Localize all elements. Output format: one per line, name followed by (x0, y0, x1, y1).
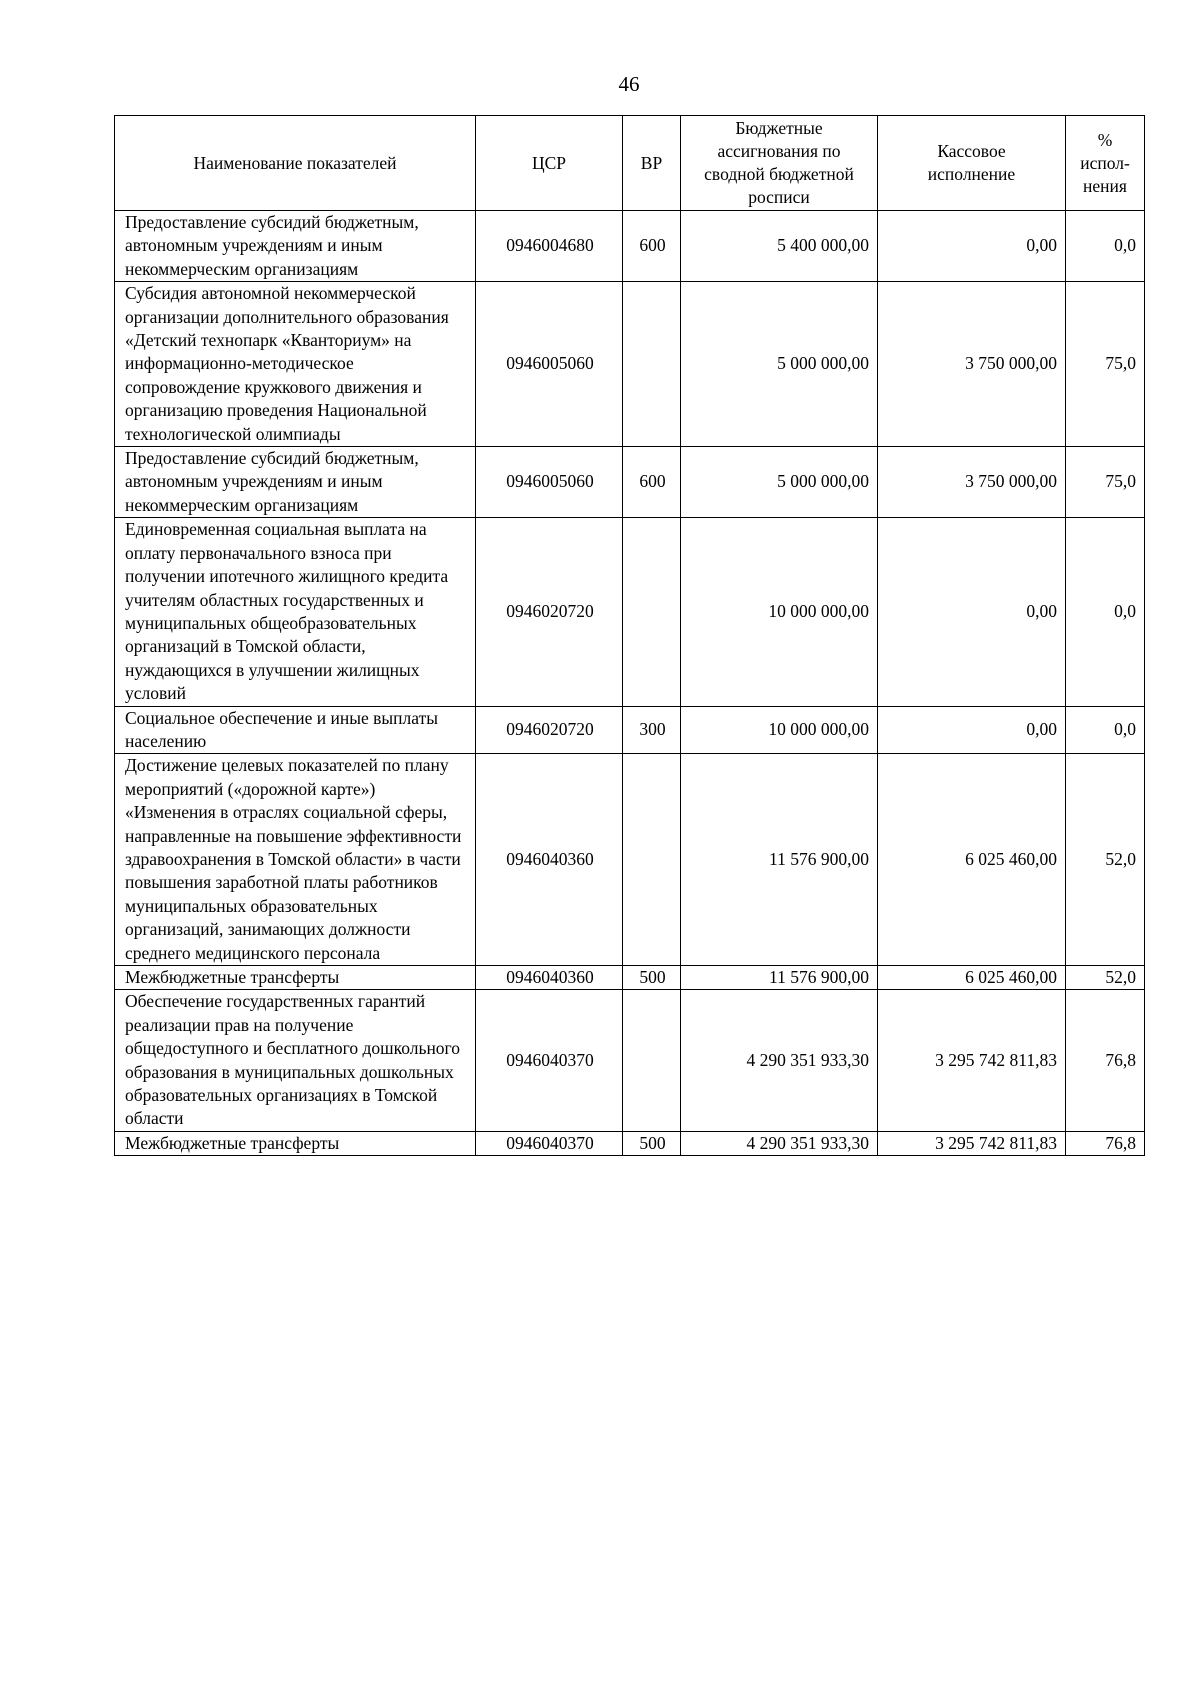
row-vr: 600 (623, 447, 681, 518)
row-name: Предоставление субсидий бюджетным, автономным учреждениям и иным некоммерческим организациям (115, 211, 476, 282)
row-pct: 76,8 (1066, 1131, 1145, 1155)
table-row (115, 282, 1145, 447)
row-csr: 0946040370 (476, 990, 623, 1131)
row-pct: 76,8 (1066, 990, 1145, 1131)
row-vr (623, 518, 681, 706)
row-budget: 5 400 000,00 (681, 211, 878, 282)
header-csr: ЦСР (476, 116, 623, 211)
header-cash-text: Кассовое исполнение (927, 141, 1016, 184)
row-budget: 5 000 000,00 (681, 447, 878, 518)
row-vr: 600 (623, 211, 681, 282)
row-csr: 0946005060 (476, 282, 623, 447)
row-csr: 0946040360 (476, 966, 623, 990)
row-vr: 500 (623, 1131, 681, 1155)
row-csr: 0946020720 (476, 518, 623, 706)
row-pct: 75,0 (1066, 282, 1145, 447)
row-pct: 0,0 (1066, 706, 1145, 754)
row-budget: 10 000 000,00 (681, 518, 878, 706)
table-row (115, 706, 1145, 754)
row-name: Субсидия автономной некоммерческой организации дополнительного образования «Детский технопарк «Кванториум» на информационно-методическое сопровождение кружкового движения и организацию проведения Национальной технологической олимпиады (115, 282, 476, 447)
row-vr: 500 (623, 966, 681, 990)
row-csr: 0946040370 (476, 1131, 623, 1155)
row-cash: 6 025 460,00 (878, 966, 1066, 990)
row-csr: 0946020720 (476, 706, 623, 754)
row-pct: 52,0 (1066, 754, 1145, 966)
row-pct: 52,0 (1066, 966, 1145, 990)
header-pct-text: % испол-нения (1080, 129, 1130, 196)
table-row (115, 447, 1145, 518)
row-name: Предоставление субсидий бюджетным, автономным учреждениям и иным некоммерческим организациям (115, 447, 476, 518)
row-pct: 75,0 (1066, 447, 1145, 518)
row-cash: 3 295 742 811,83 (878, 1131, 1066, 1155)
row-budget: 5 000 000,00 (681, 282, 878, 447)
table-header-row (115, 116, 1145, 211)
header-vr: ВР (623, 116, 681, 211)
table-row (115, 754, 1145, 966)
row-name: Межбюджетные трансферты (115, 1131, 476, 1155)
row-name: Социальное обеспечение и иные выплаты населению (115, 706, 476, 754)
row-pct: 0,0 (1066, 518, 1145, 706)
row-vr (623, 990, 681, 1131)
row-pct: 0,0 (1066, 211, 1145, 282)
row-vr (623, 754, 681, 966)
row-cash: 3 750 000,00 (878, 282, 1066, 447)
row-cash: 3 750 000,00 (878, 447, 1066, 518)
header-budget (681, 116, 878, 211)
header-budget-text: Бюджетные ассигнования по сводной бюджетной росписи (704, 118, 854, 207)
row-budget: 11 576 900,00 (681, 754, 878, 966)
row-cash: 0,00 (878, 518, 1066, 706)
table-row (115, 211, 1145, 282)
row-name: Единовременная социальная выплата на оплату первоначального взноса при получении ипотечного жилищного кредита учителям областных государственных и муниципальных общеобразовательных организаций в Томской области, нуждающихся в улучшении жилищных условий (115, 518, 476, 706)
row-budget: 4 290 351 933,30 (681, 1131, 878, 1155)
row-name: Достижение целевых показателей по плану мероприятий («дорожной карте») «Изменения в отраслях социальной сферы, направленные на повышение эффективности здравоохранения в Томской области» в части повышения заработной платы работников муниципальных образовательных организаций, занимающих должности среднего медицинского персонала (115, 754, 476, 966)
row-vr: 300 (623, 706, 681, 754)
header-pct (1066, 116, 1145, 211)
row-name: Межбюджетные трансферты (115, 966, 476, 990)
table-row (115, 518, 1145, 706)
row-budget: 11 576 900,00 (681, 966, 878, 990)
header-cash (878, 116, 1066, 211)
table-row (115, 966, 1145, 990)
row-csr: 0946004680 (476, 211, 623, 282)
row-csr: 0946005060 (476, 447, 623, 518)
row-cash: 6 025 460,00 (878, 754, 1066, 966)
row-cash: 3 295 742 811,83 (878, 990, 1066, 1131)
row-vr (623, 282, 681, 447)
page-number: 46 (618, 72, 640, 96)
row-name: Обеспечение государственных гарантий реализации прав на получение общедоступного и бесплатного дошкольного образования в муниципальных дошкольных образовательных организациях в Томской области (115, 990, 476, 1131)
row-cash: 0,00 (878, 211, 1066, 282)
budget-execution-table (114, 115, 1145, 1156)
table-row (115, 990, 1145, 1131)
row-budget: 4 290 351 933,30 (681, 990, 878, 1131)
row-budget: 10 000 000,00 (681, 706, 878, 754)
row-csr: 0946040360 (476, 754, 623, 966)
row-cash: 0,00 (878, 706, 1066, 754)
table-row (115, 1131, 1145, 1155)
header-name: Наименование показателей (115, 116, 476, 211)
